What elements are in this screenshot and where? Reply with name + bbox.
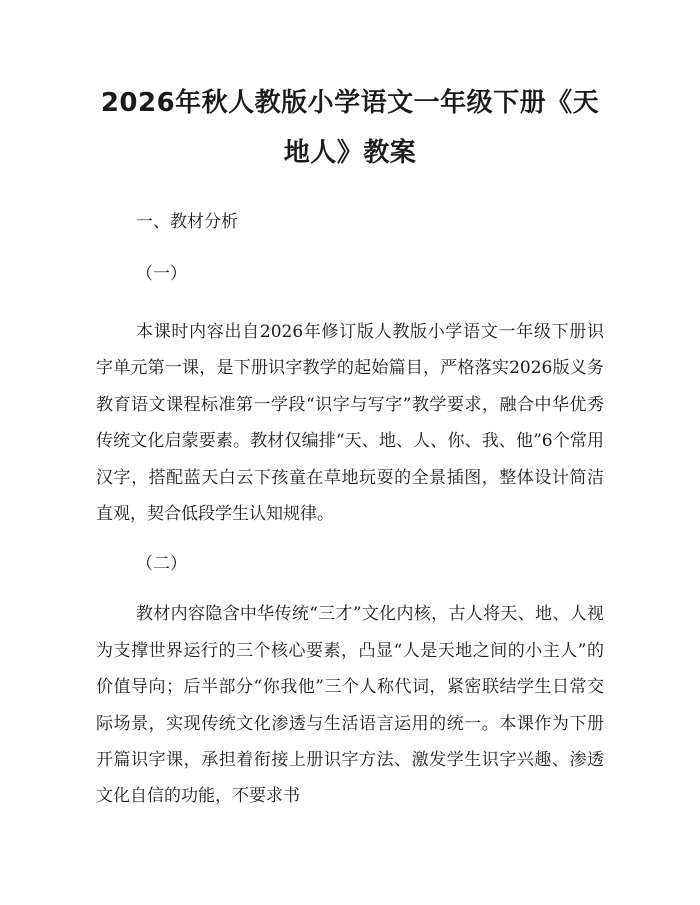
paragraph-one: 本课时内容出自2026年修订版人教版小学语文一年级下册识字单元第一课，是下册识字教学的起始篇目，严格落实2026版义务教育语文课程标准第一学段“识字与写字”教学要求，融合中华优秀传统文化启蒙要素。教材仅编排“天、地、人、你、我、他”6个常用汉字，搭配蓝天白云下孩童在草地玩耍的全景插图，整体设计简洁直观，契合低段学生认知规律。 — [96, 322, 604, 525]
section-heading: 一、教材分析 — [136, 212, 238, 232]
document-title: 2026年秋人教版小学语文一年级下册《天地人》教案 — [100, 88, 600, 168]
subsection-one-label: （一） — [136, 264, 187, 284]
paragraph-two: 教材内容隐含中华传统“三才”文化内核，古人将天、地、人视为支撑世界运行的三个核心要素，凸显“人是天地之间的小主人”的价值导向；后半部分“你我他”三个人称代词，紧密联结学生日常交际场景，实现传统文化渗透与生活语言运用的统一。本课作为下册开篇识字课，承担着衔接上册识字方法、激发学生识字兴趣、渗透文化自信的功能，不要求书 — [96, 604, 604, 807]
subsection-two-label: （二） — [136, 554, 187, 575]
